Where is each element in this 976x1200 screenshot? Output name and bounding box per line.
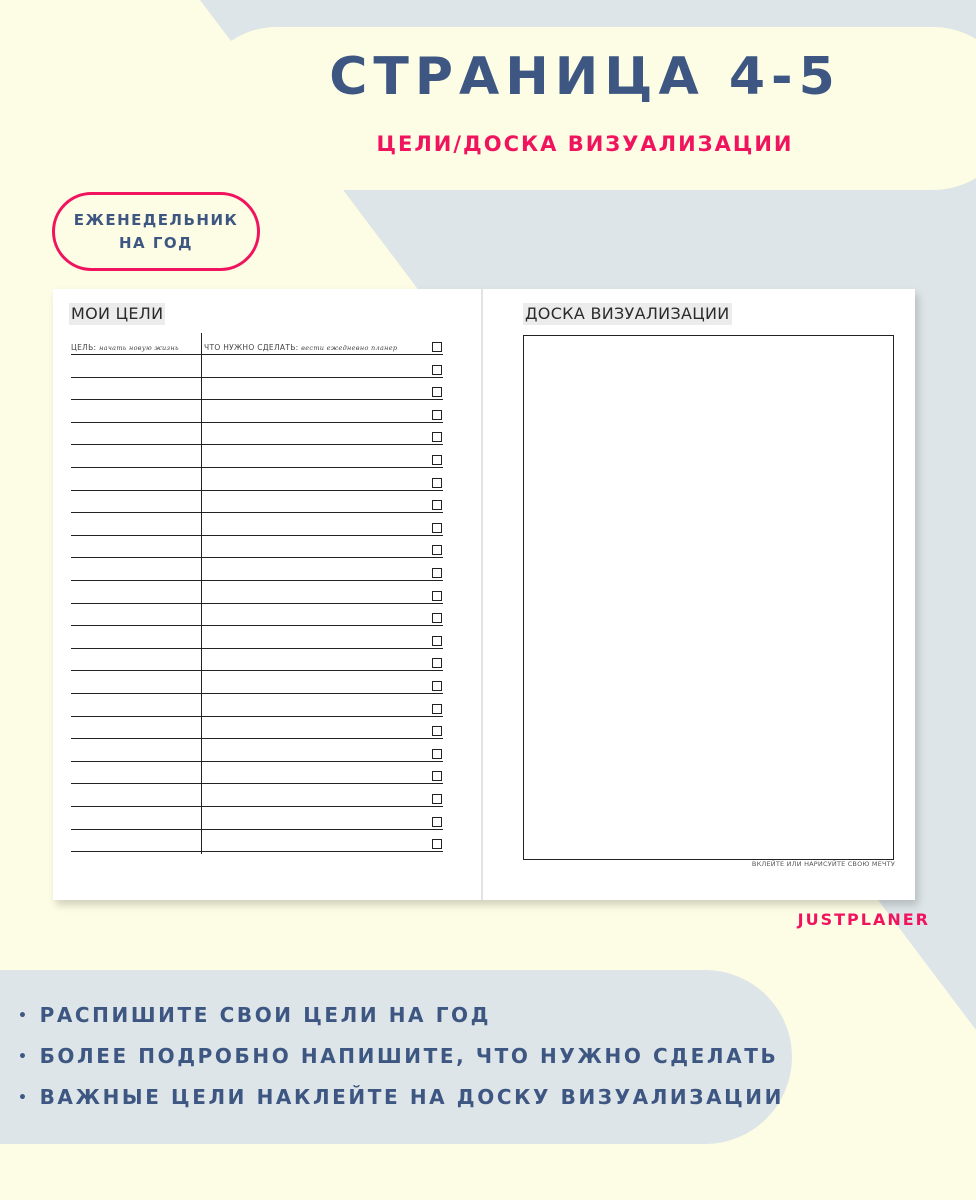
goals-table — [71, 333, 443, 854]
task-checkbox[interactable] — [432, 432, 442, 442]
todo-example: вести ежедневно планер — [301, 344, 398, 352]
hero-subtitle: ЦЕЛИ/ДОСКА ВИЗУАЛИЗАЦИИ — [376, 132, 794, 156]
task-checkbox[interactable] — [432, 410, 442, 420]
planner-spread — [53, 289, 915, 900]
task-checkbox[interactable] — [432, 500, 442, 510]
goal-row-line — [71, 851, 443, 852]
task-checkbox[interactable] — [432, 523, 442, 533]
vision-board-title: ДОСКА ВИЗУАЛИЗАЦИИ — [525, 304, 730, 323]
task-checkbox[interactable] — [432, 658, 442, 668]
todo-label: ЧТО НУЖНО СДЕЛАТЬ: — [204, 343, 299, 352]
goal-row-line — [71, 444, 443, 445]
goal-column-header — [71, 343, 179, 352]
task-checkbox[interactable] — [432, 817, 442, 827]
product-badge — [52, 192, 260, 271]
goal-row-line — [71, 716, 443, 717]
column-divider — [201, 333, 202, 854]
goal-label: ЦЕЛЬ: — [71, 343, 97, 352]
task-checkbox[interactable] — [432, 545, 442, 555]
feature-item — [18, 995, 784, 1036]
vision-board-frame[interactable] — [523, 335, 894, 860]
task-checkbox[interactable] — [432, 726, 442, 736]
goal-row-line — [71, 625, 443, 626]
task-checkbox[interactable] — [432, 749, 442, 759]
task-checkbox[interactable] — [432, 478, 442, 488]
goals-page — [53, 289, 481, 900]
vision-board-page — [483, 289, 915, 900]
feature-text: БОЛЕЕ ПОДРОБНО НАПИШИТЕ, ЧТО НУЖНО СДЕЛАТЬ — [39, 1044, 779, 1068]
task-checkbox[interactable] — [432, 387, 442, 397]
goal-row-line — [71, 783, 443, 784]
bullet-icon: • — [18, 1049, 30, 1065]
task-checkbox[interactable] — [432, 342, 442, 352]
goals-page-title: МОИ ЦЕЛИ — [71, 304, 164, 323]
task-checkbox[interactable] — [432, 455, 442, 465]
bullet-icon: • — [18, 1090, 30, 1106]
task-checkbox[interactable] — [432, 771, 442, 781]
feature-text: РАСПИШИТЕ СВОИ ЦЕЛИ НА ГОД — [39, 1003, 492, 1027]
goal-row-line — [71, 603, 443, 604]
task-checkbox[interactable] — [432, 839, 442, 849]
goal-example: начать новую жизнь — [99, 344, 179, 352]
goal-row-line — [71, 693, 443, 694]
task-checkbox[interactable] — [432, 636, 442, 646]
task-checkbox[interactable] — [432, 704, 442, 714]
goal-row-line — [71, 761, 443, 762]
feature-list — [18, 995, 784, 1118]
bullet-icon: • — [18, 1008, 30, 1024]
feature-item — [18, 1077, 784, 1118]
goal-row-line — [71, 738, 443, 739]
task-checkbox[interactable] — [432, 568, 442, 578]
goal-row-line — [71, 422, 443, 423]
task-checkbox[interactable] — [432, 681, 442, 691]
vision-board-caption: ВКЛЕЙТЕ ИЛИ НАРИСУЙТЕ СВОЮ МЕЧТУ — [751, 860, 895, 868]
hero-title: СТРАНИЦА 4-5 — [329, 47, 841, 107]
goal-row-line — [71, 648, 443, 649]
goal-row-line — [71, 829, 443, 830]
feature-text: ВАЖНЫЕ ЦЕЛИ НАКЛЕЙТЕ НА ДОСКУ ВИЗУАЛИЗАЦИИ — [39, 1085, 784, 1109]
task-checkbox[interactable] — [432, 794, 442, 804]
goal-row-line — [71, 354, 443, 355]
brand-name: JUSTPLANER — [797, 910, 930, 929]
badge-line-1: ЕЖЕНЕДЕЛЬНИК — [73, 210, 239, 229]
todo-column-header — [204, 343, 397, 352]
goal-row-line — [71, 467, 443, 468]
task-checkbox[interactable] — [432, 365, 442, 375]
task-checkbox[interactable] — [432, 591, 442, 601]
goal-row-line — [71, 806, 443, 807]
goal-row-line — [71, 580, 443, 581]
goal-row-line — [71, 535, 443, 536]
goal-row-line — [71, 399, 443, 400]
goal-row-line — [71, 557, 443, 558]
goal-row-line — [71, 377, 443, 378]
badge-line-2: НА ГОД — [118, 233, 194, 252]
task-checkbox[interactable] — [432, 613, 442, 623]
goal-row-line — [71, 512, 443, 513]
feature-item — [18, 1036, 784, 1077]
goal-row-line — [71, 670, 443, 671]
goal-row-line — [71, 490, 443, 491]
